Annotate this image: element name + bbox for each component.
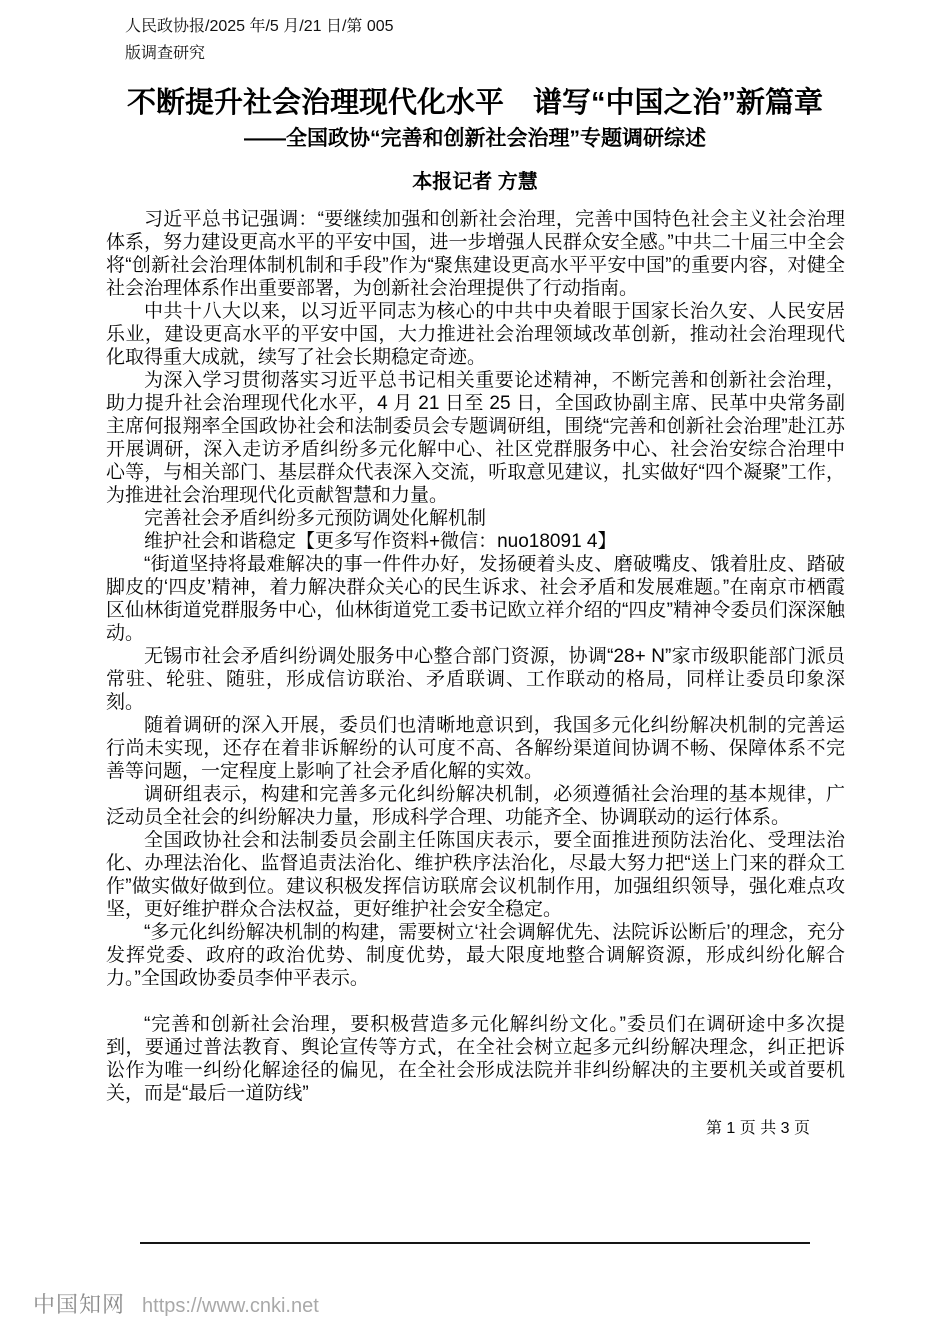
paragraph: 全国政协社会和法制委员会副主任陈国庆表示，要全面推进预防法治化、受理法治化、办理法治化、监督追责法治化、维护秩序法治化，尽最大努力把“送上门来的群众工作”做实做好做到位。建议积极发挥信访联席会议机制作用，加强组织领导，强化难点攻坚，更好维护群众合法权益，更好维护社会安全稳定。 (106, 830, 845, 920)
source-line: 人民政协报/2025 年/5 月/21 日/第 005 (125, 18, 394, 35)
footer-divider (140, 1242, 810, 1244)
section-line: 版调查研究 (125, 45, 206, 62)
article-body (106, 208, 845, 1105)
paragraph: 为深入学习贯彻落实习近平总书记相关重要论述精神，不断完善和创新社会治理，助力提升社会治理现代化水平，4 月 21 日至 25 日，全国政协副主席、民革中央常务副主席何报翔率全国政协社会和法制委员会专题调研组，围绕“完善和创新社会治理”赴江苏开展调研，深入走访矛盾纠纷多元化解中心、社区党群服务中心、社会治安综合治理中心等，与相关部门、基层群众代表深入交流，听取意见建议，扎实做好“四个凝聚”工作，为推进社会治理现代化贡献智慧和力量。 (106, 370, 845, 506)
article-byline: 本报记者 方慧 (412, 171, 538, 193)
paragraph: 中共十八大以来，以习近平同志为核心的中共中央着眼于国家长治久安、人民安居乐业，建设更高水平的平安中国，大力推进社会治理领域改革创新，推动社会治理现代化取得重大成就，续写了社会长期稳定奇迹。 (106, 301, 845, 368)
paragraph: 调研组表示，构建和完善多元化纠纷解决机制，必须遵循社会治理的基本规律，广泛动员全社会的纠纷解决力量，形成科学合理、功能齐全、协调联动的运行体系。 (106, 784, 845, 828)
cnki-footer (33, 1288, 319, 1319)
cnki-url: https://www.cnki.net (142, 1295, 319, 1317)
paragraph: “街道坚持将最难解决的事一件件办好，发扬硬着头皮、磨破嘴皮、饿着肚皮、踏破脚皮的‘四皮’精神，着力解决群众关心的民生诉求、社会矛盾和发展难题。”在南京市栖霞区仙林街道党群服务中心，仙林街道党工委书记欧立祥介绍的“四皮”精神令委员们深深触动。 (106, 554, 845, 644)
paragraph: “完善和创新社会治理，要积极营造多元化解纠纷文化。”委员们在调研途中多次提到，要通过普法教育、舆论宣传等方式，在全社会树立起多元纠纷解决理念，纠正把诉讼作为唯一纠纷化解途径的偏见，在全社会形成法院并非纠纷解决的主要机关或首要机关，而是“最后一道防线” (106, 1014, 845, 1104)
paragraph: 随着调研的深入开展，委员们也清晰地意识到，我国多元化纠纷解决机制的完善运行尚未实现，还存在着非诉解纷的认可度不高、各解纷渠道间协调不畅、保障体系不完善等问题，一定程度上影响了社会矛盾化解的实效。 (106, 715, 845, 782)
paragraph: 习近平总书记强调：“要继续加强和创新社会治理，完善中国特色社会主义社会治理体系，努力建设更高水平的平安中国，进一步增强人民群众安全感。”中共二十届三中全会将“创新社会治理体制机制和手段”作为“聚焦建设更高水平平安中国”的重要内容，对健全社会治理体系作出重要部署，为创新社会治理提供了行动指南。 (106, 209, 845, 299)
paragraph: 完善社会矛盾纠纷多元预防调处化解机制 (144, 508, 487, 529)
paragraph: “多元化纠纷解决机制的构建，需要树立‘社会调解优先、法院诉讼断后’的理念，充分发挥党委、政府的政治优势、制度优势，最大限度地整合调解资源，形成纠纷化解合力。”全国政协委员李仲平表示。 (106, 922, 845, 989)
article-subtitle: ——全国政协“完善和创新社会治理”专题调研综述 (244, 127, 706, 150)
article-title: 不断提升社会治理现代化水平 谱写“中国之治”新篇章 (126, 87, 823, 119)
paragraph: 无锡市社会矛盾纠纷调处服务中心整合部门资源，协调“28+ N”家市级职能部门派员常驻、轮驻、随驻，形成信访联治、矛盾联调、工作联动的格局，同样让委员印象深刻。 (106, 646, 845, 713)
cnki-logo-text: 中国知网 (33, 1292, 126, 1317)
page-number: 第 1 页 共 3 页 (705, 1120, 810, 1137)
document-source-header (125, 0, 850, 67)
paragraph: 维护社会和谐稳定【更多写作资料+微信：nuo18091 4】 (144, 531, 617, 552)
